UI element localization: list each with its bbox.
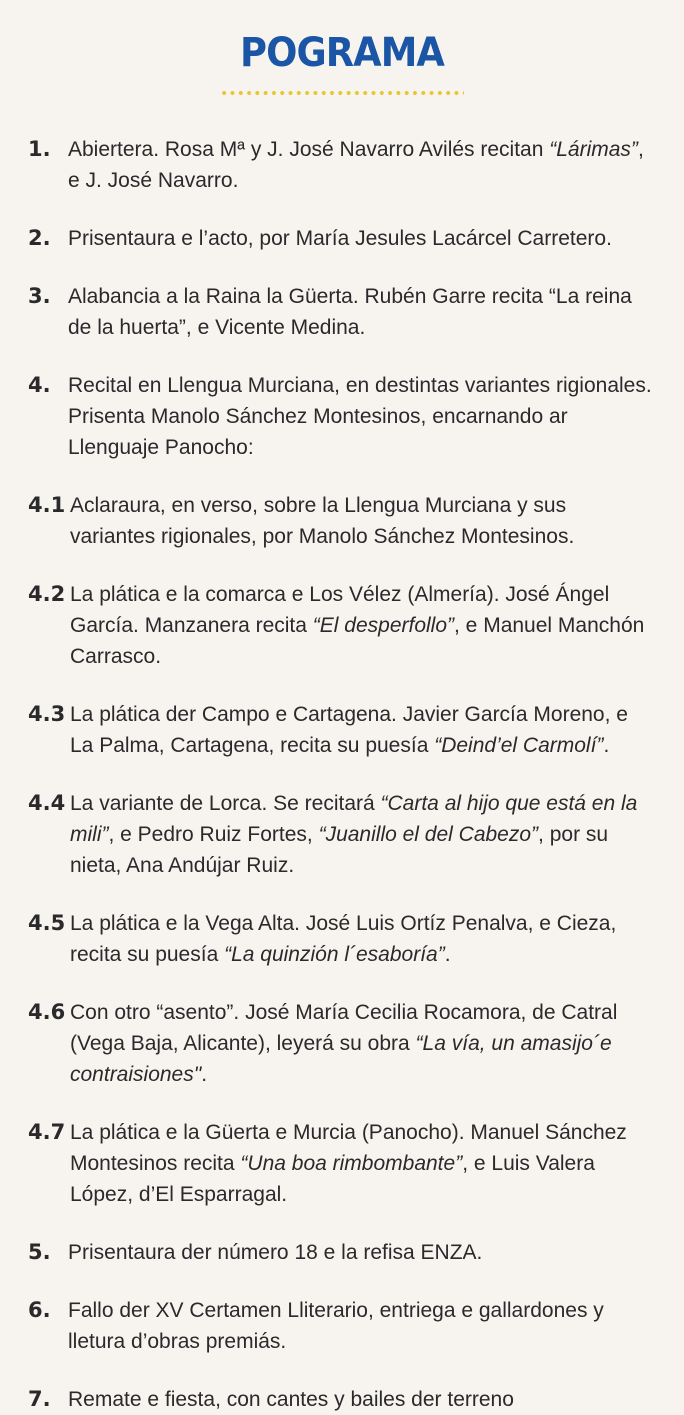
item-text: Abiertera. Rosa Mª y J. José Navarro Avilés recitan “Lárimas”, e J. José Navarro. — [68, 138, 644, 192]
item-text: Aclaraura, en verso, sobre la Llengua Murciana y sus variantes rigionales, por Manolo Sánchez Montesinos. — [70, 494, 575, 548]
item-number: 2. — [28, 226, 51, 250]
program-item-7 — [28, 1384, 656, 1415]
dotted-divider — [220, 90, 464, 96]
item-number: 4.5 — [28, 911, 66, 935]
program-item-4-7 — [28, 1117, 656, 1210]
program-item-4-2 — [28, 579, 656, 672]
page-title: POGRAMA — [240, 30, 444, 76]
program-item-5 — [28, 1237, 656, 1268]
item-number: 6. — [28, 1298, 51, 1322]
program-item-4-1 — [28, 490, 656, 552]
program-item-4 — [28, 370, 656, 463]
item-text: Fallo der XV Certamen Lliterario, entriega e gallardones y lletura d’obras premiás. — [68, 1299, 604, 1353]
program-item-2 — [28, 223, 656, 254]
program-item-4-4 — [28, 788, 656, 881]
item-text: Recital en Llengua Murciana, en destintas variantes rigionales. Prisenta Manolo Sánchez Montesinos, encarnando ar Llenguaje Panocho: — [68, 374, 652, 459]
item-text: Alabancia a la Raina la Güerta. Rubén Garre recita “La reina de la huerta”, e Vicente Medina. — [68, 285, 632, 339]
program-list — [28, 134, 656, 1415]
item-text: La variante de Lorca. Se recitará “Carta al hijo que está en la mili”, e Pedro Ruiz Fortes, “Juanillo el del Cabezo”, por su nieta, Ana Andújar Ruiz. — [70, 792, 638, 877]
item-text: La plática e la Güerta e Murcia (Panocho). Manuel Sánchez Montesinos recita “Una boa rimbombante”, e Luis Valera López, d’El Esparragal. — [70, 1121, 627, 1206]
item-number: 3. — [28, 284, 51, 308]
item-number: 4.3 — [28, 702, 66, 726]
item-text: Prisentaura e l’acto, por María Jesules Lacárcel Carretero. — [68, 227, 612, 250]
program-item-4-3 — [28, 699, 656, 761]
program-item-1 — [28, 134, 656, 196]
item-number: 5. — [28, 1240, 51, 1264]
item-number: 1. — [28, 137, 51, 161]
item-text: La plática e la Vega Alta. José Luis Ortíz Penalva, e Cieza, recita su puesía “La quinzión l´esaboría”. — [70, 912, 617, 966]
program-item-4-6 — [28, 997, 656, 1090]
item-number: 4.7 — [28, 1120, 66, 1144]
program-item-4-5 — [28, 908, 656, 970]
program-item-6 — [28, 1295, 656, 1357]
item-number: 4.1 — [28, 493, 66, 517]
item-number: 4.2 — [28, 582, 66, 606]
item-text: Prisentaura der número 18 e la refisa ENZA. — [68, 1241, 483, 1264]
program-item-3 — [28, 281, 656, 343]
item-text: Con otro “asento”. José María Cecilia Rocamora, de Catral (Vega Baja, Alicante), leyerá su obra “La vía, un amasijo´e contraisiones". — [70, 1001, 618, 1086]
item-text: La plática der Campo e Cartagena. Javier García Moreno, e La Palma, Cartagena, recita su puesía “Deind’el Carmolí”. — [70, 703, 628, 757]
item-text: Remate e fiesta, con cantes y bailes der terreno — [68, 1388, 514, 1411]
item-text: La plática e la comarca e Los Vélez (Almería). José Ángel García. Manzanera recita “El desperfollo”, e Manuel Manchón Carrasco. — [70, 583, 645, 668]
item-number: 7. — [28, 1387, 51, 1411]
item-number: 4.4 — [28, 791, 66, 815]
item-number: 4. — [28, 373, 51, 397]
item-number: 4.6 — [28, 1000, 66, 1024]
